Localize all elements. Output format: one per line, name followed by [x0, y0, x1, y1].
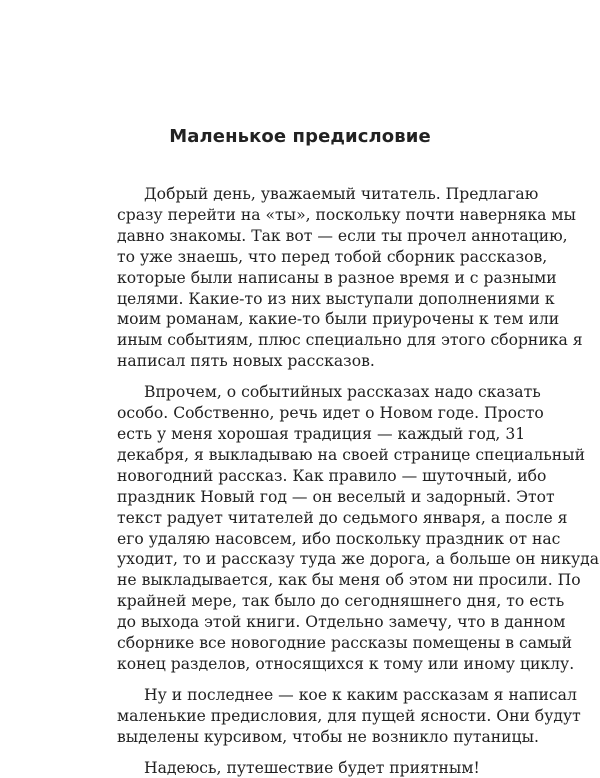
paragraph-2: [117, 382, 600, 675]
paragraph-line: давно знакомы. Так вот — если ты прочел аннотацию,: [117, 226, 568, 245]
paragraph-line: которые были написаны в разное время и с разными: [117, 268, 557, 287]
paragraph-line: сборнике все новогодние рассказы помещены в самый: [117, 634, 572, 653]
paragraph-line: не выкладывается, как бы меня об этом ни просили. По: [117, 571, 581, 590]
paragraph-line: праздник Новый год — он веселый и задорный. Этот: [117, 487, 555, 506]
paragraph-line: до выхода этой книги. Отдельно замечу, что в данном: [117, 613, 566, 632]
paragraph-line: конец разделов, относящихся к тому или иному циклу.: [117, 654, 575, 673]
paragraph-line: иным событиям, плюс специально для этого сборника я: [117, 331, 583, 350]
body-text: [117, 184, 600, 778]
paragraph-line: Добрый день, уважаемый читатель. Предлагаю: [144, 185, 539, 203]
paragraph-1: [117, 184, 583, 372]
paragraph-line: Надеюсь, путешествие будет приятным!: [144, 758, 480, 777]
paragraph-line: текст радует читателей до седьмого января, а после я: [117, 508, 568, 527]
paragraph-line: то уже знаешь, что перед тобой сборник рассказов,: [117, 247, 548, 266]
paragraph-line: Ну и последнее — кое к каким рассказам я написал: [144, 685, 577, 704]
paragraph-line: особо. Собственно, речь идет о Новом годе. Просто: [117, 404, 544, 423]
paragraph-4: [117, 758, 489, 778]
paragraph-line: написал пять новых рассказов.: [117, 352, 375, 371]
paragraph-line: целями. Какие-то из них выступали дополнениями к: [117, 289, 555, 308]
paragraph-line: выделены курсивом, чтобы не возникло путаницы.: [117, 727, 539, 746]
page-title: Маленькое предисловие: [169, 126, 431, 147]
paragraph-line: Впрочем, о событийных рассказах надо сказать: [144, 383, 541, 402]
paragraph-line: его удаляю насовсем, ибо поскольку праздник от нас: [117, 529, 561, 548]
paragraph-line: уходит, то и рассказу туда же дорога, а больше он никуда: [117, 550, 600, 569]
paragraph-line: сразу перейти на «ты», поскольку почти наверняка мы: [117, 205, 576, 224]
paragraph-3: [117, 685, 581, 748]
paragraph-line: маленькие предисловия, для пущей ясности. Они будут: [117, 706, 581, 725]
paragraph-line: есть у меня хорошая традиция — каждый год, 31: [117, 424, 526, 443]
paragraph-line: крайней мере, так было до сегодняшнего дня, то есть: [117, 592, 565, 611]
paragraph-line: моим романам, какие-то были приурочены к тем или: [117, 310, 560, 329]
paragraph-line: декабря, я выкладываю на своей странице специальный: [117, 445, 585, 464]
paragraph-line: новогодний рассказ. Как правило — шуточный, ибо: [117, 466, 547, 485]
